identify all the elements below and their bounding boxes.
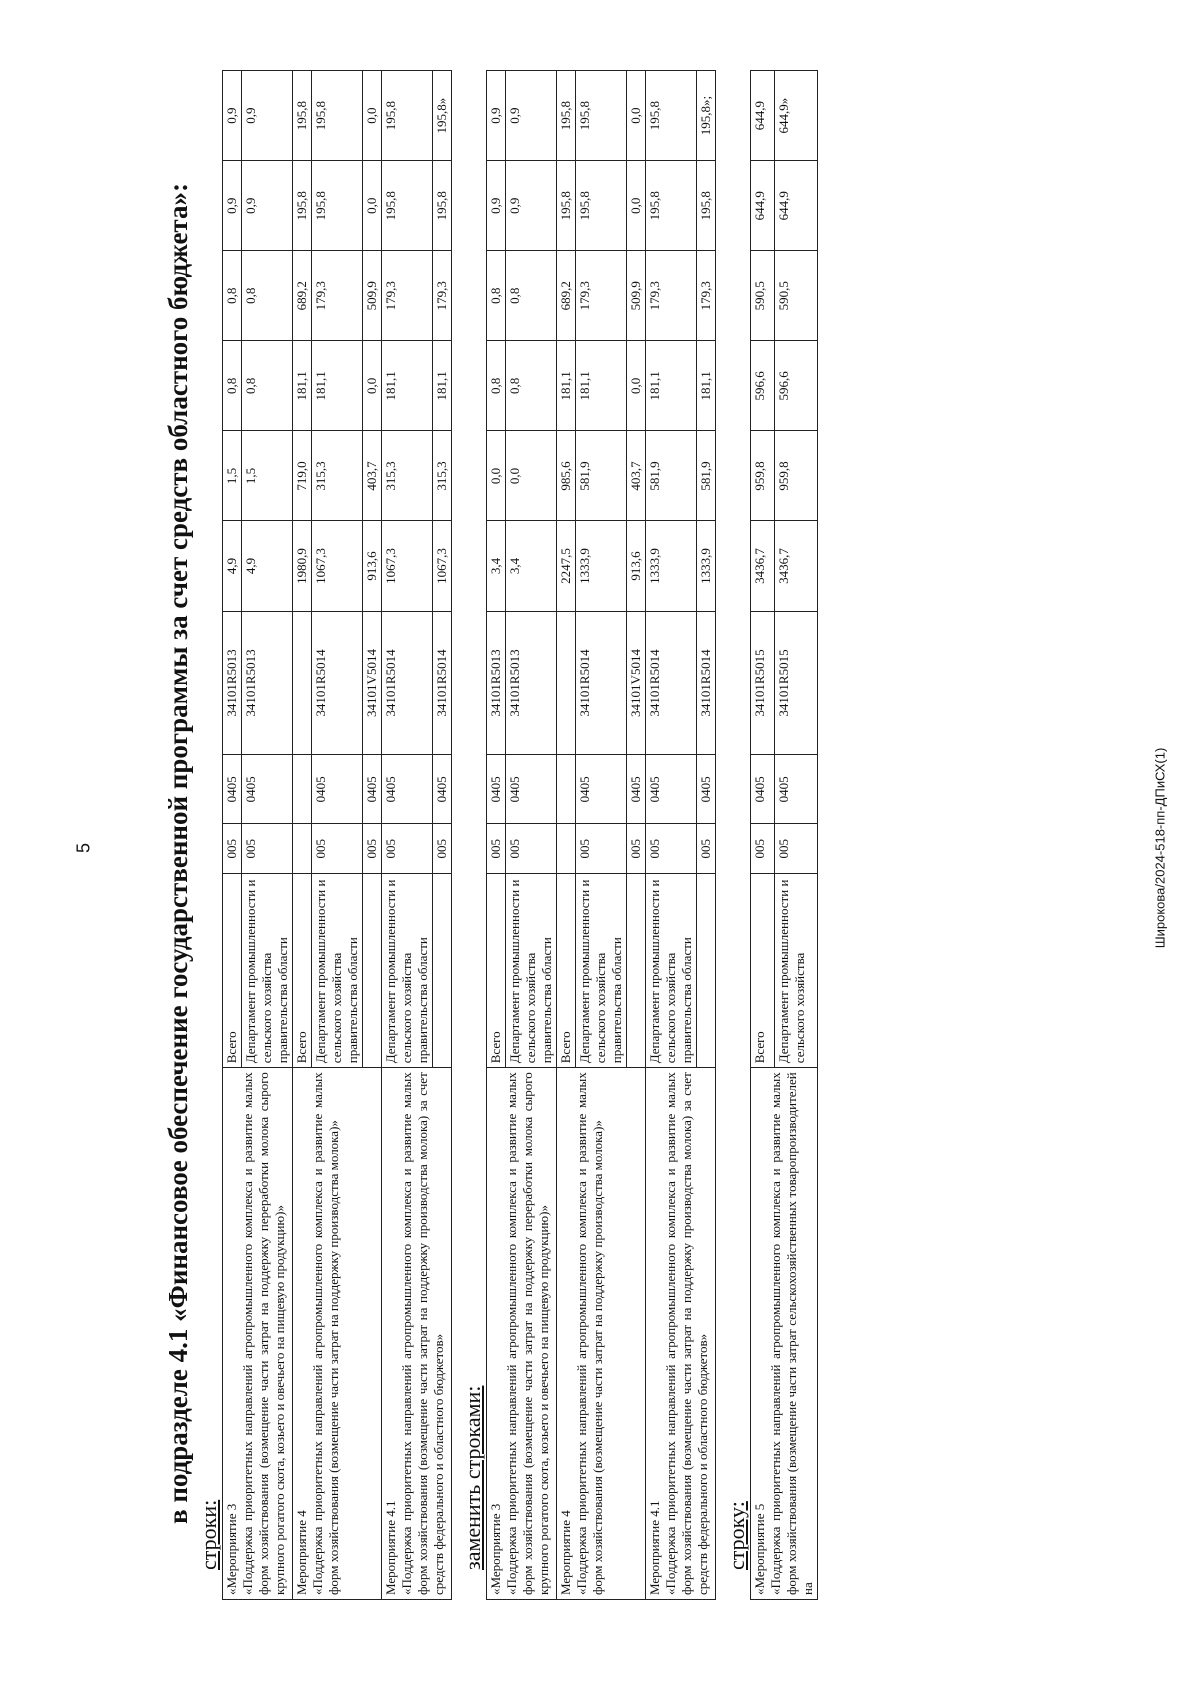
value-cell: 1333,9 — [646, 521, 697, 611]
event-title: Мероприятие 4 — [558, 1510, 573, 1595]
csr-code-cell: 34101V5014 — [363, 611, 382, 755]
responsible-cell — [697, 874, 716, 1068]
csr-code-cell: 34101R5013 — [242, 611, 293, 755]
original-rows-table — [222, 70, 452, 1600]
value-cell: 195,8 — [433, 161, 452, 251]
value-cell: 3436,7 — [774, 521, 817, 611]
responsible-cell — [433, 874, 452, 1068]
value-cell: 596,6 — [751, 341, 775, 431]
grbs-code-cell: 005 — [433, 824, 452, 874]
event-title: «Мероприятие 5 — [752, 1503, 767, 1595]
value-cell: 0,8 — [506, 251, 557, 341]
grbs-code-cell: 005 — [223, 824, 242, 874]
value-cell: 0,0 — [363, 71, 382, 161]
grbs-code-cell: 005 — [627, 824, 646, 874]
event-description: «Поддержка приоритетных направлений агропромышленного комплекса и развитие малых форм хозяйствования (возмещение части затрат на поддержку производства молока)» — [574, 1072, 605, 1595]
responsible-cell: Всего — [293, 874, 312, 1068]
csr-code-cell — [293, 611, 312, 755]
value-cell: 4,9 — [242, 521, 293, 611]
rzpr-code-cell: 0405 — [774, 755, 817, 824]
responsible-cell: Всего — [487, 874, 506, 1068]
value-cell: 0,0 — [487, 431, 506, 521]
value-cell: 195,8 — [646, 161, 697, 251]
value-cell: 179,3 — [576, 251, 627, 341]
value-cell: 3436,7 — [751, 521, 775, 611]
csr-code-cell: 34101R5014 — [576, 611, 627, 755]
csr-code-cell: 34101R5013 — [487, 611, 506, 755]
responsible-cell: Департамент промышленности и сельского хозяйства правительства области — [382, 874, 433, 1068]
rzpr-code-cell: 0405 — [363, 755, 382, 824]
value-cell: 0,9 — [223, 71, 242, 161]
grbs-code-cell: 005 — [697, 824, 716, 874]
value-cell: 1067,3 — [382, 521, 433, 611]
event-description: «Поддержка приоритетных направлений агропромышленного комплекса и развитие малых форм хозяйствования (возмещение части затрат на поддержку производства молока) за счет средств федерального и областного бюджетов» — [399, 1072, 446, 1595]
grbs-code-cell: 005 — [506, 824, 557, 874]
label-replace-rows: заменить строками: — [460, 1385, 485, 1570]
table-row — [557, 71, 576, 1600]
csr-code-cell: 34101V5014 — [627, 611, 646, 755]
rzpr-code-cell: 0405 — [646, 755, 697, 824]
value-cell: 181,1 — [433, 341, 452, 431]
value-cell: 0,0 — [627, 341, 646, 431]
value-cell: 2247,5 — [557, 521, 576, 611]
replacement-rows-table — [486, 70, 716, 1600]
grbs-code-cell: 005 — [774, 824, 817, 874]
value-cell: 195,8 — [293, 161, 312, 251]
value-cell: 195,8 — [382, 71, 433, 161]
value-cell: 181,1 — [293, 341, 312, 431]
value-cell: 581,9 — [697, 431, 716, 521]
value-cell: 913,6 — [363, 521, 382, 611]
value-cell: 0,9 — [487, 71, 506, 161]
rzpr-code-cell: 0405 — [242, 755, 293, 824]
event-description-cell — [223, 1068, 293, 1600]
responsible-cell: Департамент промышленности и сельского хозяйства правительства области — [242, 874, 293, 1068]
rzpr-code-cell: 0405 — [382, 755, 433, 824]
value-cell: 689,2 — [557, 251, 576, 341]
value-cell: 181,1 — [697, 341, 716, 431]
responsible-cell: Департамент промышленности и сельского хозяйства правительства области — [506, 874, 557, 1068]
value-cell: 0,8 — [506, 341, 557, 431]
grbs-code-cell — [293, 824, 312, 874]
rzpr-code-cell: 0405 — [697, 755, 716, 824]
responsible-cell: Всего — [557, 874, 576, 1068]
responsible-cell: Департамент промышленности и сельского хозяйства правительства области — [646, 874, 697, 1068]
csr-code-cell: 34101R5014 — [433, 611, 452, 755]
value-cell: 315,3 — [382, 431, 433, 521]
responsible-cell: Всего — [751, 874, 775, 1068]
value-cell: 0,0 — [627, 71, 646, 161]
grbs-code-cell: 005 — [312, 824, 363, 874]
value-cell: 0,8 — [242, 341, 293, 431]
rzpr-code-cell: 0405 — [751, 755, 775, 824]
event-description: «Поддержка приоритетных направлений агропромышленного комплекса и развитие малых форм хозяйствования (возмещение части затрат на поддержку переработки молока сырого крупного рогатого скота, козьего и овечьего на пищевую продукцию)» — [504, 1072, 551, 1595]
event-description-cell — [382, 1068, 452, 1600]
csr-code-cell: 34101R5014 — [697, 611, 716, 755]
value-cell: 4,9 — [223, 521, 242, 611]
section-heading: в подразделе 4.1 «Финансовое обеспечение государственной программы за счет средств областного бюджета»: — [163, 182, 193, 1524]
rzpr-code-cell: 0405 — [433, 755, 452, 824]
event-title: Мероприятие 4.1 — [647, 1500, 662, 1595]
rzpr-code-cell: 0405 — [487, 755, 506, 824]
responsible-cell: Департамент промышленности и сельского хозяйства правительства области — [312, 874, 363, 1068]
csr-code-cell: 34101R5015 — [774, 611, 817, 755]
grbs-code-cell: 005 — [751, 824, 775, 874]
grbs-code-cell: 005 — [646, 824, 697, 874]
value-cell: 195,8 — [312, 161, 363, 251]
value-cell: 0,9 — [242, 161, 293, 251]
value-cell: 0,8 — [487, 341, 506, 431]
document-code: Широкова/2024-518-пп-ДПиСХ(1) — [1152, 747, 1168, 949]
value-cell: 959,8 — [774, 431, 817, 521]
value-cell: 403,7 — [363, 431, 382, 521]
value-cell: 0,9 — [487, 161, 506, 251]
event-description-cell — [487, 1068, 557, 1600]
value-cell: 581,9 — [576, 431, 627, 521]
value-cell: 719,0 — [293, 431, 312, 521]
value-cell: 179,3 — [646, 251, 697, 341]
responsible-cell: Департамент промышленности и сельского хозяйства — [774, 874, 817, 1068]
value-cell: 644,9» — [774, 71, 817, 161]
rzpr-code-cell: 0405 — [223, 755, 242, 824]
event-description-cell — [293, 1068, 382, 1600]
event-description: «Поддержка приоритетных направлений агропромышленного комплекса и развитие малых форм хозяйствования (возмещение части затрат сельскохозяйственных товаропроизводителей на — [768, 1072, 815, 1595]
value-cell: 0,0 — [363, 161, 382, 251]
value-cell: 590,5 — [774, 251, 817, 341]
value-cell: 509,9 — [363, 251, 382, 341]
event-description: «Поддержка приоритетных направлений агропромышленного комплекса и развитие малых форм хозяйствования (возмещение части затрат на поддержку переработки молока сырого крупного рогатого скота, козьего и овечьего на пищевую продукцию)» — [240, 1072, 287, 1595]
value-cell: 181,1 — [557, 341, 576, 431]
rzpr-code-cell: 0405 — [312, 755, 363, 824]
event-title: «Мероприятие 3 — [224, 1503, 239, 1595]
grbs-code-cell: 005 — [242, 824, 293, 874]
rzpr-code-cell — [557, 755, 576, 824]
value-cell: 644,9 — [751, 161, 775, 251]
event-description-cell — [646, 1068, 716, 1600]
value-cell: 1,5 — [223, 431, 242, 521]
value-cell: 3,4 — [487, 521, 506, 611]
value-cell: 195,8 — [312, 71, 363, 161]
grbs-code-cell: 005 — [487, 824, 506, 874]
table-row — [382, 71, 433, 1600]
value-cell: 0,8 — [487, 251, 506, 341]
label-rows: строки: — [196, 1499, 221, 1570]
label-row: строку: — [724, 1501, 749, 1570]
value-cell: 0,9 — [506, 161, 557, 251]
value-cell: 581,9 — [646, 431, 697, 521]
grbs-code-cell — [557, 824, 576, 874]
value-cell: 195,8 — [576, 161, 627, 251]
value-cell: 1,5 — [242, 431, 293, 521]
value-cell: 195,8 — [646, 71, 697, 161]
value-cell: 315,3 — [312, 431, 363, 521]
table-row — [223, 71, 242, 1600]
value-cell: 644,9 — [751, 71, 775, 161]
value-cell: 509,9 — [627, 251, 646, 341]
value-cell: 0,9 — [506, 71, 557, 161]
table-row — [487, 71, 506, 1600]
value-cell: 181,1 — [382, 341, 433, 431]
value-cell: 3,4 — [506, 521, 557, 611]
table-row — [646, 71, 697, 1600]
value-cell: 315,3 — [433, 431, 452, 521]
responsible-cell: Департамент промышленности и сельского хозяйства правительства области — [576, 874, 627, 1068]
value-cell: 195,8»; — [697, 71, 716, 161]
value-cell: 0,8 — [223, 251, 242, 341]
rzpr-code-cell — [293, 755, 312, 824]
value-cell: 596,6 — [774, 341, 817, 431]
value-cell: 195,8 — [697, 161, 716, 251]
grbs-code-cell: 005 — [382, 824, 433, 874]
csr-code-cell: 34101R5013 — [223, 611, 242, 755]
value-cell: 1980,9 — [293, 521, 312, 611]
value-cell: 590,5 — [751, 251, 775, 341]
value-cell: 1067,3 — [312, 521, 363, 611]
value-cell: 0,9 — [223, 161, 242, 251]
value-cell: 195,8 — [293, 71, 312, 161]
value-cell: 0,0 — [627, 161, 646, 251]
rzpr-code-cell: 0405 — [506, 755, 557, 824]
value-cell: 0,0 — [363, 341, 382, 431]
value-cell: 689,2 — [293, 251, 312, 341]
value-cell: 0,8 — [223, 341, 242, 431]
rzpr-code-cell: 0405 — [627, 755, 646, 824]
event-description-cell — [751, 1068, 818, 1600]
value-cell: 195,8 — [382, 161, 433, 251]
value-cell: 181,1 — [576, 341, 627, 431]
event-title: Мероприятие 4.1 — [383, 1500, 398, 1595]
table-row — [751, 71, 775, 1600]
value-cell: 985,6 — [557, 431, 576, 521]
grbs-code-cell: 005 — [363, 824, 382, 874]
value-cell: 1067,3 — [433, 521, 452, 611]
value-cell: 0,8 — [242, 251, 293, 341]
value-cell: 195,8 — [557, 71, 576, 161]
value-cell: 179,3 — [382, 251, 433, 341]
value-cell: 913,6 — [627, 521, 646, 611]
value-cell: 403,7 — [627, 431, 646, 521]
responsible-cell — [627, 874, 646, 1068]
value-cell: 1333,9 — [697, 521, 716, 611]
csr-code-cell — [557, 611, 576, 755]
value-cell: 644,9 — [774, 161, 817, 251]
csr-code-cell: 34101R5013 — [506, 611, 557, 755]
value-cell: 195,8» — [433, 71, 452, 161]
value-cell: 959,8 — [751, 431, 775, 521]
value-cell: 181,1 — [646, 341, 697, 431]
event-title: «Мероприятие 3 — [488, 1503, 503, 1595]
grbs-code-cell: 005 — [576, 824, 627, 874]
csr-code-cell: 34101R5014 — [646, 611, 697, 755]
page-number: 5 — [73, 842, 94, 854]
row-table — [750, 70, 818, 1600]
value-cell: 179,3 — [697, 251, 716, 341]
csr-code-cell: 34101R5014 — [312, 611, 363, 755]
rzpr-code-cell: 0405 — [576, 755, 627, 824]
csr-code-cell: 34101R5015 — [751, 611, 775, 755]
value-cell: 195,8 — [557, 161, 576, 251]
document-body — [160, 60, 1040, 1620]
event-description: «Поддержка приоритетных направлений агропромышленного комплекса и развитие малых форм хозяйствования (возмещение части затрат на поддержку производства молока) за счет средств федерального и областного бюджетов» — [663, 1072, 710, 1595]
responsible-cell: Всего — [223, 874, 242, 1068]
table-row — [293, 71, 312, 1600]
event-description: «Поддержка приоритетных направлений агропромышленного комплекса и развитие малых форм хозяйствования (возмещение части затрат на поддержку производства молока)» — [310, 1072, 341, 1595]
value-cell: 181,1 — [312, 341, 363, 431]
event-description-cell — [557, 1068, 646, 1600]
value-cell: 0,9 — [242, 71, 293, 161]
value-cell: 195,8 — [576, 71, 627, 161]
value-cell: 179,3 — [312, 251, 363, 341]
value-cell: 179,3 — [433, 251, 452, 341]
csr-code-cell: 34101R5014 — [382, 611, 433, 755]
responsible-cell — [363, 874, 382, 1068]
event-title: Мероприятие 4 — [294, 1510, 309, 1595]
value-cell: 1333,9 — [576, 521, 627, 611]
value-cell: 0,0 — [506, 431, 557, 521]
